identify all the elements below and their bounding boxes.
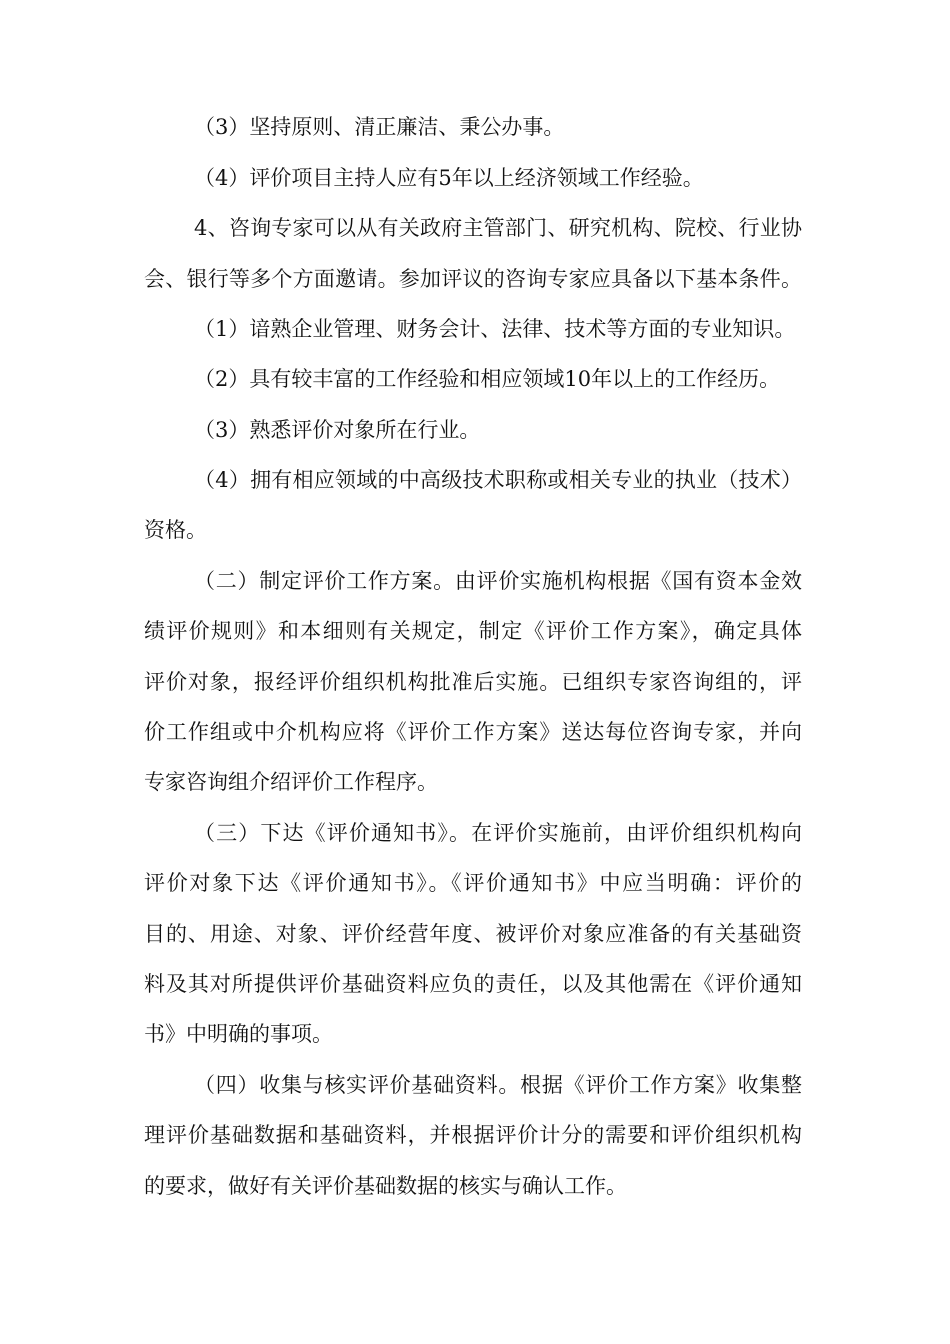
text-line: 绩评价规则》和本细则有关规定，制定《评价工作方案》，确定具体	[144, 619, 802, 643]
text-line: 价工作组或中介机构应将《评价工作方案》送达每位咨询专家，并向	[144, 720, 802, 744]
text-line: （3）坚持原则、清正廉洁、秉公办事。	[194, 115, 565, 139]
text-line: （四）收集与核实评价基础资料。根据《评价工作方案》收集整	[194, 1073, 802, 1097]
text-line: 评价对象，报经评价组织机构批准后实施。已组织专家咨询组的，评	[144, 670, 802, 694]
text-line: 评价对象下达《评价通知书》。《评价通知书》中应当明确：评价的	[144, 871, 802, 895]
text-line: （4）拥有相应领域的中高级技术职称或相关专业的执业（技术）	[194, 468, 802, 492]
text-line: （2）具有较丰富的工作经验和相应领域10年以上的工作经历。	[194, 367, 781, 391]
text-line: 目的、用途、对象、评价经营年度、被评价对象应准备的有关基础资	[144, 922, 802, 946]
text-line: （3）熟悉评价对象所在行业。	[194, 418, 481, 442]
text-line: （三）下达《评价通知书》。在评价实施前，由评价组织机构向	[194, 821, 802, 845]
text-line: 资格。	[144, 518, 207, 542]
text-line: （1）谙熟企业管理、财务会计、法律、技术等方面的专业知识。	[194, 317, 796, 341]
text-line: 4、咨询专家可以从有关政府主管部门、研究机构、院校、行业协	[194, 216, 802, 240]
text-line: 理评价基础数据和基础资料，并根据评价计分的需要和评价组织机构	[144, 1123, 802, 1147]
text-line: 的要求，做好有关评价基础数据的核实与确认工作。	[144, 1174, 627, 1198]
text-line: （二）制定评价工作方案。由评价实施机构根据《国有资本金效	[194, 569, 802, 593]
text-line: （4）评价项目主持人应有5年以上经济领域工作经验。	[194, 166, 704, 190]
text-line: 书》中明确的事项。	[144, 1022, 333, 1046]
text-line: 料及其对所提供评价基础资料应负的责任，以及其他需在《评价通知	[144, 972, 802, 996]
text-line: 专家咨询组介绍评价工作程序。	[144, 770, 438, 794]
text-line: 会、银行等多个方面邀请。参加评议的咨询专家应具备以下基本条件。	[144, 267, 802, 291]
